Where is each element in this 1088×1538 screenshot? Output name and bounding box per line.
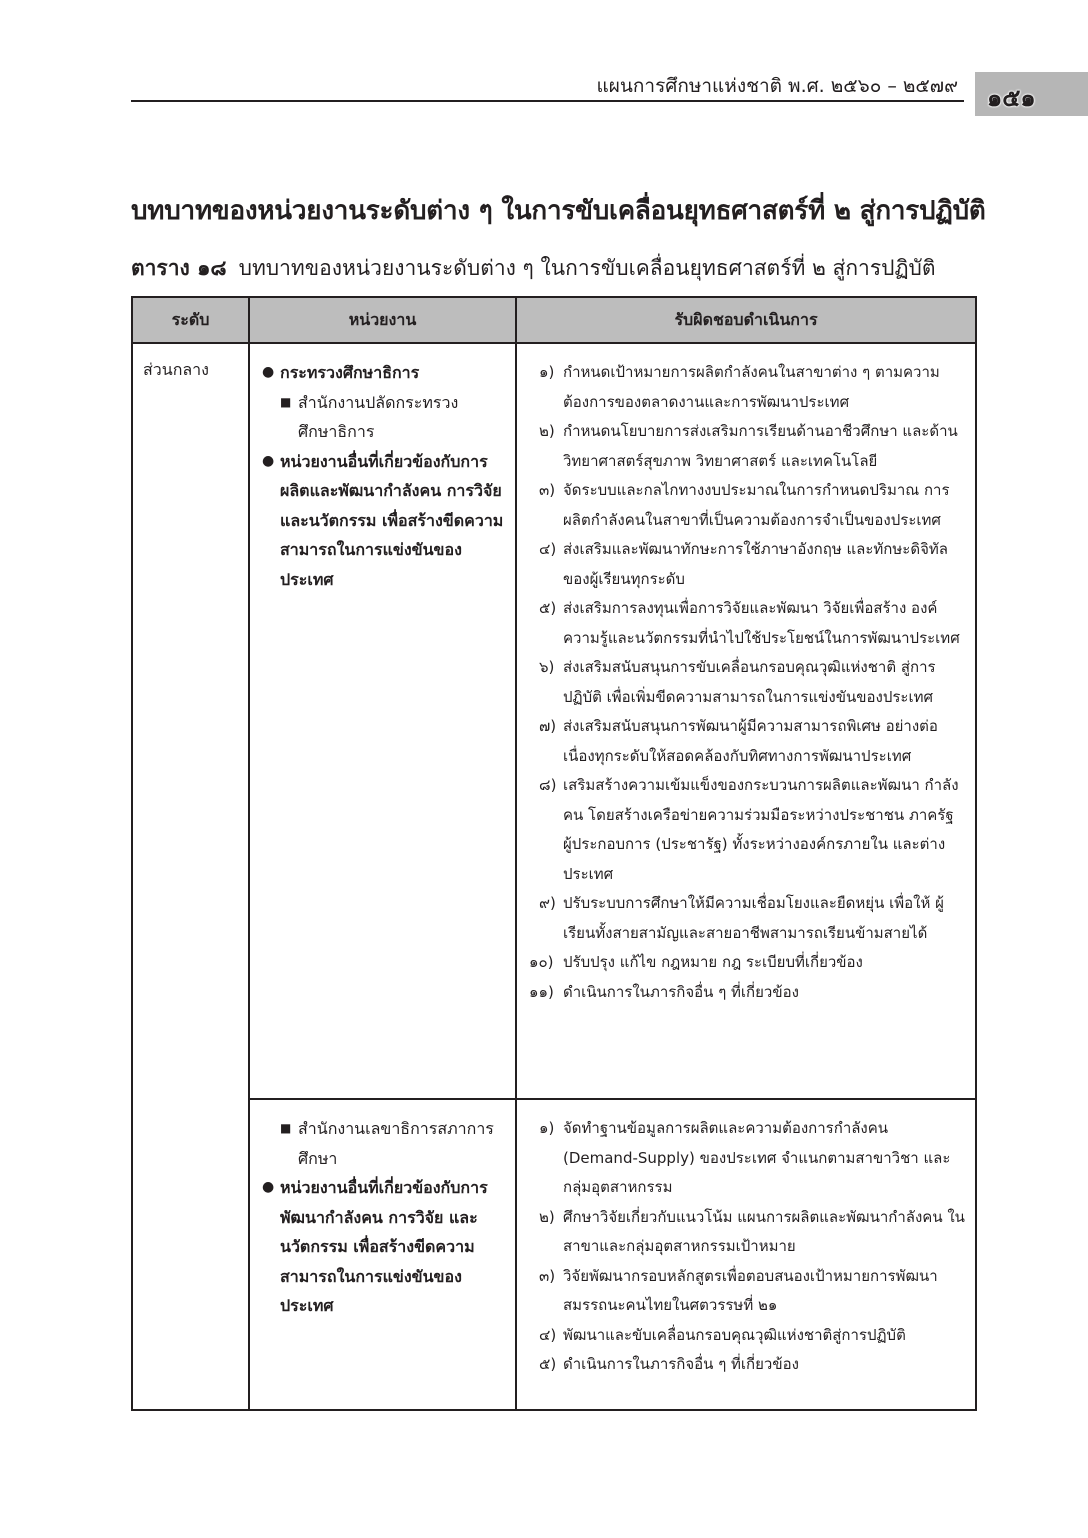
duty-text: วิจัยพัฒนากรอบหลักสูตรเพื่อตอบสนองเป้าหมายการพัฒนา สมรรถนะคนไทยในศตวรรษที่ ๒๑ [563, 1266, 938, 1314]
running-header [131, 72, 964, 102]
roles-table [131, 296, 977, 1411]
section-title: บทบาทของหน่วยงานระดับต่าง ๆ ในการขับเคลื่อนยุทธศาสตร์ที่ ๒ สู่การปฏิบัติ [131, 196, 986, 226]
page-number: ๑๕๑ [987, 84, 1036, 112]
bullet-icon: ● [262, 1179, 275, 1195]
duty-number: ๖) [539, 658, 555, 676]
duty-number: ๔) [539, 1325, 557, 1344]
duty-text: กำหนดเป้าหมายการผลิตกำลังคนในสาขาต่าง ๆ ตามความต้องการของตลาดงานและการพัฒนาประเทศ [563, 363, 940, 411]
agency-text: หน่วยงานอื่นที่เกี่ยวข้องกับการผลิตและพัฒนากำลังคน การวิจัย และนวัตกรรม เพื่อสร้างขีดความสามารถในการแข่งขันของประเทศ [280, 451, 504, 589]
agency-text: หน่วยงานอื่นที่เกี่ยวข้องกับการพัฒนากำลังคน การวิจัย และนวัตกรรม เพื่อสร้างขีดความสามารถในการแข่งขันของประเทศ [280, 1178, 488, 1315]
duty-number: ๓) [539, 481, 556, 499]
square-bullet-icon: ■ [280, 1121, 292, 1135]
duty-text: กำหนดนโยบายการส่งเสริมการเรียนด้านอาชีวศึกษา และด้านวิทยาศาสตร์สุขภาพ วิทยาศาสตร์ และเทคโนโลยี [563, 422, 958, 470]
duty-text: ศึกษาวิจัยเกี่ยวกับแนวโน้ม แผนการผลิตและพัฒนากำลังคน ในสาขาและกลุ่มอุตสาหกรรมเป้าหมาย [563, 1207, 965, 1255]
duty-item [527, 476, 965, 535]
column-header-agency: หน่วยงาน [249, 297, 516, 343]
agency-subitem [260, 1114, 505, 1173]
agencies-cell [249, 1099, 516, 1410]
agency-sub-text: สำนักงานปลัดกระทรวงศึกษาธิการ [298, 392, 459, 441]
duties-cell [516, 343, 976, 1099]
duty-number: ๑๑) [529, 982, 554, 1001]
duty-text: ส่งเสริมการลงทุนเพื่อการวิจัยและพัฒนา วิจัยเพื่อสร้าง องค์ความรู้และนวัตกรรมที่นำไปใช้ประโยชน์ในการพัฒนาประเทศ [563, 599, 960, 647]
table-header-row [132, 297, 976, 343]
duty-number: ๕) [539, 599, 557, 617]
duty-number: ๑) [539, 1119, 555, 1137]
duty-number: ๑๐) [529, 953, 554, 971]
duty-item [527, 1262, 965, 1321]
duty-number: ๙) [539, 894, 556, 912]
duty-text: ดำเนินการในภารกิจอื่น ๆ ที่เกี่ยวข้อง [563, 982, 799, 1001]
duty-item [527, 771, 965, 889]
duty-text: จัดทำฐานข้อมูลการผลิตและความต้องการกำลังคน (Demand-Supply) ของประเทศ จำแนกตามสาขาวิชา และกลุ่มอุตสาหกรรม [563, 1119, 951, 1196]
duty-item [527, 1203, 965, 1262]
level-cell [132, 343, 249, 1410]
table-row [132, 1099, 976, 1410]
duty-item [527, 889, 965, 948]
column-header-responsibility: รับผิดชอบดำเนินการ [516, 297, 976, 343]
duty-text: ปรับระบบการศึกษาให้มีความเชื่อมโยงและยืดหยุ่น เพื่อให้ ผู้เรียนทั้งสายสามัญและสายอาชีพสามารถเรียนข้ามสายได้ [563, 894, 944, 942]
duty-text: เสริมสร้างความเข้มแข็งของกระบวนการผลิตและพัฒนา กำลังคน โดยสร้างเครือข่ายความร่วมมือระหว่างประชาชน ภาครัฐ ผู้ประกอบการ (ประชารัฐ) ทั้งระหว่างองค์กรภายใน และต่างประเทศ [563, 776, 959, 883]
duty-item [527, 653, 965, 712]
duty-number: ๑) [539, 363, 555, 381]
agency-item [260, 1173, 505, 1321]
running-title: แผนการศึกษาแห่งชาติ พ.ศ. ๒๕๖๐ – ๒๕๗๙ [596, 75, 958, 97]
duty-text: จัดระบบและกลไกทางงบประมาณในการกำหนดปริมาณ การผลิตกำลังคนในสาขาที่เป็นความต้องการจำเป็นของประเทศ [563, 481, 950, 529]
duty-text: ส่งเสริมและพัฒนาทักษะการใช้ภาษาอังกฤษ และทักษะดิจิทัล ของผู้เรียนทุกระดับ [563, 540, 948, 588]
table-caption-text: บทบาทของหน่วยงานระดับต่าง ๆ ในการขับเคลื่อนยุทธศาสตร์ที่ ๒ สู่การปฏิบัติ [238, 256, 936, 280]
table-row [132, 343, 976, 1099]
duty-number: ๘) [539, 776, 557, 794]
agency-sub-text: สำนักงานเลขาธิการสภาการศึกษา [298, 1119, 494, 1168]
duty-item [527, 1350, 965, 1380]
duty-number: ๓) [539, 1266, 556, 1285]
duty-number: ๒) [539, 422, 555, 440]
duty-item [527, 1321, 965, 1351]
table-caption-label: ตาราง ๑๘ [131, 256, 227, 280]
page-number-box [975, 72, 1088, 116]
agencies-cell [249, 343, 516, 1099]
bullet-icon: ● [262, 452, 275, 469]
duty-text: ส่งเสริมสนับสนุนการพัฒนาผู้มีความสามารถพิเศษ อย่างต่อเนื่องทุกระดับให้สอดคล้องกับทิศทางการพัฒนาประเทศ [563, 717, 938, 765]
duty-text: ส่งเสริมสนับสนุนการขับเคลื่อนกรอบคุณวุฒิแห่งชาติ สู่การปฏิบัติ เพื่อเพิ่มขีดความสามารถในการแข่งขันของประเทศ [563, 658, 936, 706]
duty-number: ๔) [539, 540, 557, 558]
duty-item [527, 358, 965, 417]
duty-item [527, 594, 965, 653]
bullet-icon: ● [262, 364, 275, 380]
agency-item [260, 447, 505, 595]
agency-subitem [260, 388, 505, 447]
duty-number: ๗) [539, 717, 557, 735]
square-bullet-icon: ■ [280, 394, 292, 409]
table-caption [131, 252, 936, 285]
column-header-level: ระดับ [132, 297, 249, 343]
duty-item [527, 712, 965, 771]
duties-cell [516, 1099, 976, 1410]
duty-number: ๕) [539, 1355, 557, 1373]
duty-number: ๒) [539, 1207, 555, 1226]
level-text: ส่วนกลาง [143, 360, 209, 379]
duty-text: พัฒนาและขับเคลื่อนกรอบคุณวุฒิแห่งชาติสู่การปฏิบัติ [563, 1325, 906, 1344]
duty-item [527, 1114, 965, 1203]
duty-item [527, 948, 965, 978]
duty-text: ปรับปรุง แก้ไข กฎหมาย กฎ ระเบียบที่เกี่ยวข้อง [563, 953, 863, 971]
duty-item [527, 417, 965, 476]
duty-text: ดำเนินการในภารกิจอื่น ๆ ที่เกี่ยวข้อง [563, 1355, 799, 1373]
duty-item [527, 978, 965, 1008]
agency-item [260, 358, 505, 388]
duty-item [527, 535, 965, 594]
agency-text: กระทรวงศึกษาธิการ [280, 363, 420, 382]
